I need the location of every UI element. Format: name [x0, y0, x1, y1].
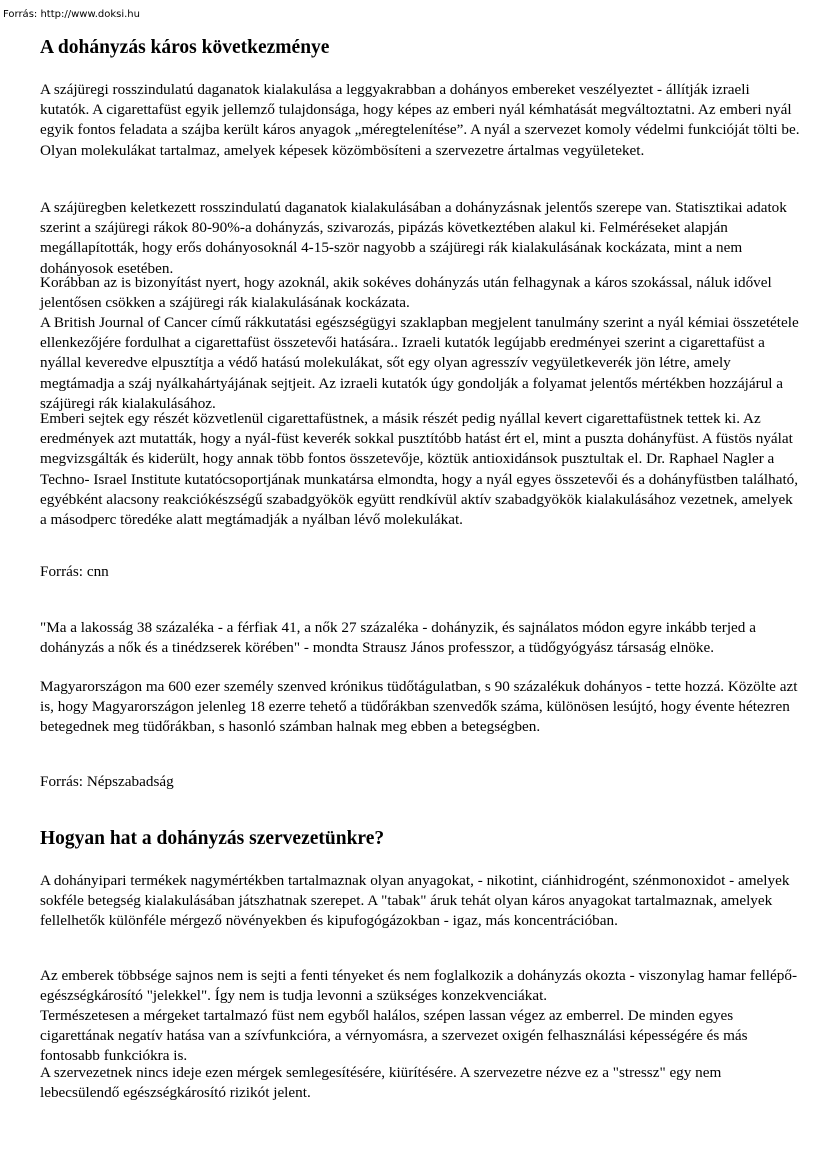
article2-quote-paragraph: "Ma a lakosság 38 százaléka - a férfiak 41, a nők 27 százaléka - dohányzik, és sajnálatos módon egyre inkább terjed a dohányzás a nők és a tinédzserek körében" - mondta Strausz János professzor, a tüdőgyógyász társaság elnöke.: [40, 619, 756, 657]
article3-paragraph-2a: Az emberek többsége sajnos nem is sejti a fenti tényeket és nem foglalkozik a dohányzás okozta - viszonylag hamar fellépő- egészségkárosító "jelekkel". Így nem is tudja levonni a szükséges konzekvenciákat.: [40, 967, 798, 1005]
source-url-header: Forrás: http://www.doksi.hu: [3, 9, 140, 20]
article3-paragraph-1: A dohányipari termékek nagymértékben tartalmaznak olyan anyagokat, - nikotint, ciánhidrogént, szénmonoxidot - amelyek sokféle betegség kialakulásában játszhatnak szerepet. A "tabak" áruk tehát olyan káros anyagokat tartalmaznak, amelyek fellelhetők különféle mérgező növényekben és kipufogógázokban - igaz, más koncentrációban.: [40, 872, 790, 930]
article2-source: Forrás: Népszabadság: [40, 773, 174, 790]
article2-paragraph: Magyarországon ma 600 ezer személy szenved krónikus tüdőtágulatban, s 90 százalékuk dohányos - tette hozzá. Közölte azt is, hogy Magyarországon jelenleg 18 ezerre tehető a tüdőrákban szenvedők száma, különösen lesújtó, hogy évente hétezren betegednek meg tüdőrákban, s hasonló számban halnak meg ebben a betegségben.: [40, 678, 798, 736]
article1-source: Forrás: cnn: [40, 563, 109, 580]
article-title: A dohányzás káros következménye: [40, 37, 330, 58]
article1-paragraph-2c: A British Journal of Cancer című rákkutatási egészségügyi szaklapban megjelent tanulmány szerint a nyál kémiai összetétele ellenkezőjére fordulhat a cigarettafüst összetevői hatására.. Izraeli kutatók legújabb eredményei szerint a cigarettafüst a nyállal keveredve elpusztítja a védő hatású molekulákat, sőt egy olyan agresszív vegyületkeverék jön létre, amely megtámadja a száj nyálkahártyájának sejtjeit. Az izraeli kutatók úgy gondolják a folyamat jelentős mértékben hozzájárul a szájüregi rák kialakulásához.: [40, 314, 799, 412]
article3-paragraph-2b: Természetesen a mérgeket tartalmazó füst nem egyből halálos, szépen lassan végez az emberrel. De minden egyes cigarettának negatív hatása van a szívfunkcióra, a vérnyomásra, a szervezet oxigén felhasználási képességére és más fontosabb funkciókra is.: [40, 1007, 748, 1065]
article3-paragraph-2c: A szervezetnek nincs ideje ezen mérgek semlegesítésére, kiürítésére. A szervezetre nézve ez a "stressz" egy nem lebecsülendő egészségkárosító rizikót jelent.: [40, 1064, 722, 1102]
article1-paragraph-2a: A szájüregben keletkezett rosszindulatú daganatok kialakulásában a dohányzásnak jelentős szerepe van. Statisztikai adatok szerint a szájüregi rákok 80-90%-a dohányzás, szivarozás, pipázás következtében alakul ki. Felméréseket alapján megállapították, hogy erős dohányosoknál 4-15-ször nagyobb a szájüregi rák kialakulásának kockázata, mint a nem dohányosok esetében.: [40, 199, 787, 277]
article1-paragraph-2b: Korábban az is bizonyítást nyert, hogy azoknál, akik sokéves dohányzás után felhagynak a káros szokással, náluk idővel jelentősen csökken a szájüregi rák kialakulásának kockázata.: [40, 274, 772, 312]
article1-paragraph-1: A szájüregi rosszindulatú daganatok kialakulása a leggyakrabban a dohányos embereket veszélyeztet - állítják izraeli kutatók. A cigarettafüst egyik jellemző tulajdonsága, hogy képes az emberi nyál kémhatását megváltoztatni. Az emberi nyál egyik fontos feladata a szájba került káros anyagok „méregtelenítése”. A nyál a szervezet komoly védelmi funkcióját tölti be. Olyan molekulákat tartalmaz, amelyek képesek közömbösíteni a szervezetre ártalmas vegyületeket.: [40, 81, 800, 159]
section-title: Hogyan hat a dohányzás szervezetünkre?: [40, 828, 385, 849]
article1-paragraph-2d: Emberi sejtek egy részét közvetlenül cigarettafüstnek, a másik részét pedig nyállal kevert cigarettafüstnek tettek ki. Az eredmények azt mutatták, hogy a nyál-füst keverék sokkal pusztítóbb hatást ért el, mint a puszta dohányfüst. A füstös nyálat megvizsgálták és kiderült, hogy annak több fontos összetevője, köztük antioxidánsok pusztultak el. Dr. Raphael Nagler a Techno- Israel Institute kutatócsoportjának munkatársa elmondta, hogy a nyál egyes összetevői és a dohányfüstben található, egyébként alacsony reakciókészségű szabadgyökök együtt rendkívül aktív szabadgyökök kialakulásához vezetnek, amelyek a másodperc töredéke alatt megtámadják a nyálban lévő molekulákat.: [40, 410, 799, 529]
